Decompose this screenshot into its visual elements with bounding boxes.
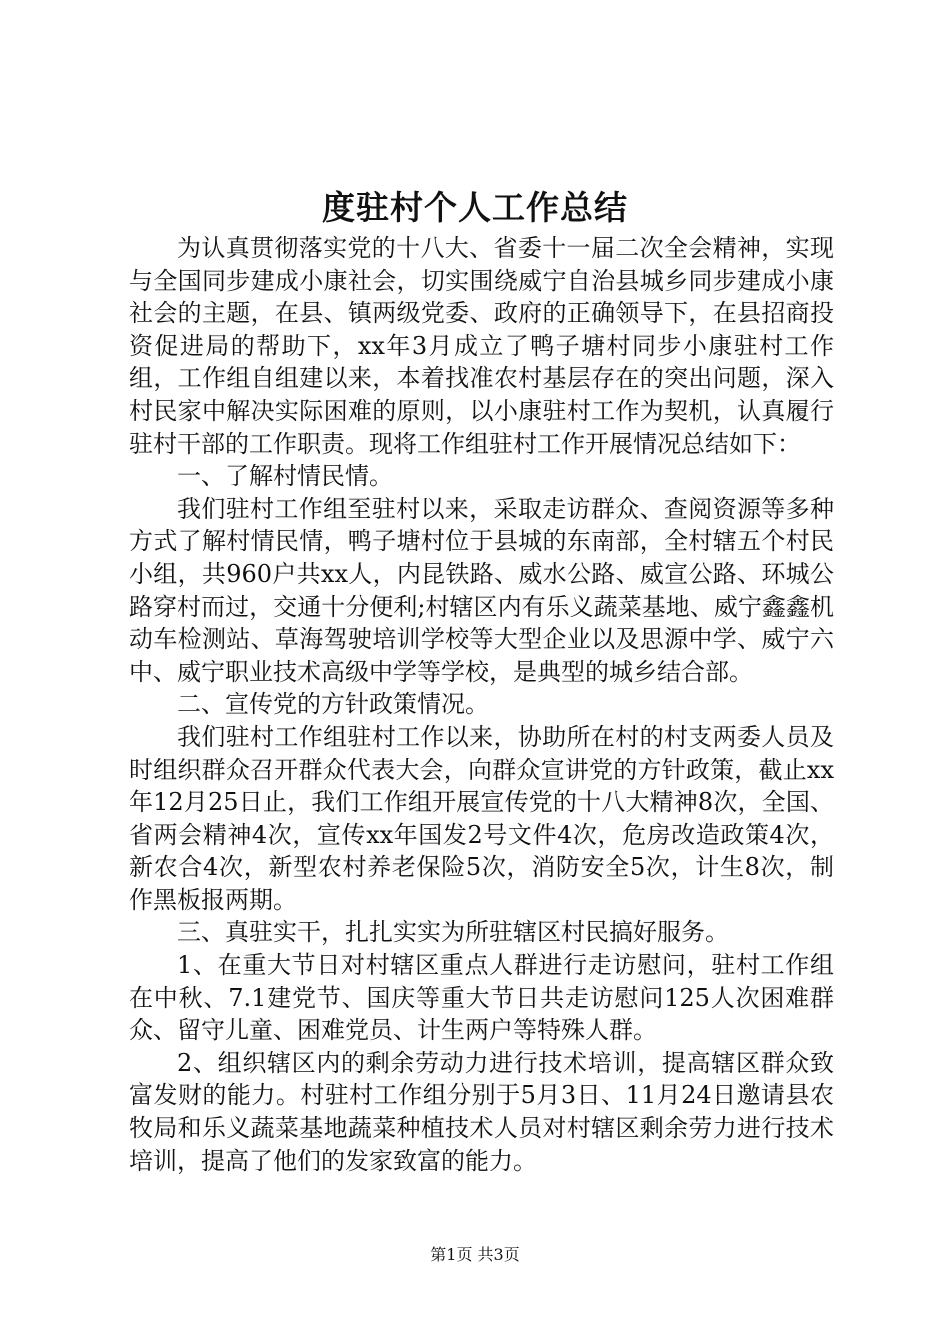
document-title: 度驻村个人工作总结 xyxy=(322,188,628,227)
paragraph-skills-training: 2、组织辖区内的剩余劳动力进行技术培训，提高辖区群众致富发财的能力。村驻村工作组分别于5月3日、11月24日邀请县农牧局和乐义蔬菜基地蔬菜种植技术人员对村辖区剩余劳力进行技术培训，提高了他们的发家致富的能力。 xyxy=(129,1048,834,1175)
page-number: 第1页 共3页 xyxy=(430,1245,520,1264)
paragraph-holiday-visits: 1、在重大节日对村辖区重点人群进行走访慰问，驻村工作组在中秋、7.1建党节、国庆等重大节日共走访慰问125人次困难群众、留守儿童、困难党员、计生两户等特殊人群。 xyxy=(129,951,834,1045)
paragraph-intro: 为认真贯彻落实党的十八大、省委十一届二次全会精神，实现与全国同步建成小康社会，切实围绕威宁自治县城乡同步建成小康社会的主题，在县、镇两级党委、政府的正确领导下，在县招商投资促进局的帮助下，xx年3月成立了鸭子塘村同步小康驻村工作组，工作组自组建以来，本着找准农村基层存在的突出问题，深入村民家中解决实际困难的原则，以小康驻村工作为契机，认真履行驻村干部的工作职责。现将工作组驻村工作开展情况总结如下： xyxy=(129,234,834,458)
section-heading-1: 一、了解村情民情。 xyxy=(177,462,393,491)
paragraph-policy-promotion: 我们驻村工作组驻村工作以来，协助所在村的村支两委人员及时组织群众召开群众代表大会，向群众宣讲党的方针政策，截止xx年12月25日止，我们工作组开展宣传党的十八大精神8次，全国、省两会精神4次，宣传xx年国发2号文件4次，危房改造政策4次，新农合4次，新型农村养老保险5次，消防安全5次，计生8次，制作黑板报两期。 xyxy=(129,722,834,914)
document-body xyxy=(129,232,834,1177)
page-footer xyxy=(0,1244,950,1266)
section-heading-2: 二、宣传党的方针政策情况。 xyxy=(177,690,489,719)
section-heading-3: 三、真驻实干，扎扎实实为所驻辖区村民搞好服务。 xyxy=(177,918,729,947)
paragraph-village-info: 我们驻村工作组至驻村以来，采取走访群众、查阅资源等多种方式了解村情民情，鸭子塘村位于县城的东南部，全村辖五个村民小组，共960户共xx人，内昆铁路、威水公路、威宣公路、环城公路穿村而过，交通十分便利;村辖区内有乐义蔬菜基地、威宁鑫鑫机动车检测站、草海驾驶培训学校等大型企业以及思源中学、威宁六中、威宁职业技术高级中学等学校，是典型的城乡结合部。 xyxy=(129,494,834,686)
